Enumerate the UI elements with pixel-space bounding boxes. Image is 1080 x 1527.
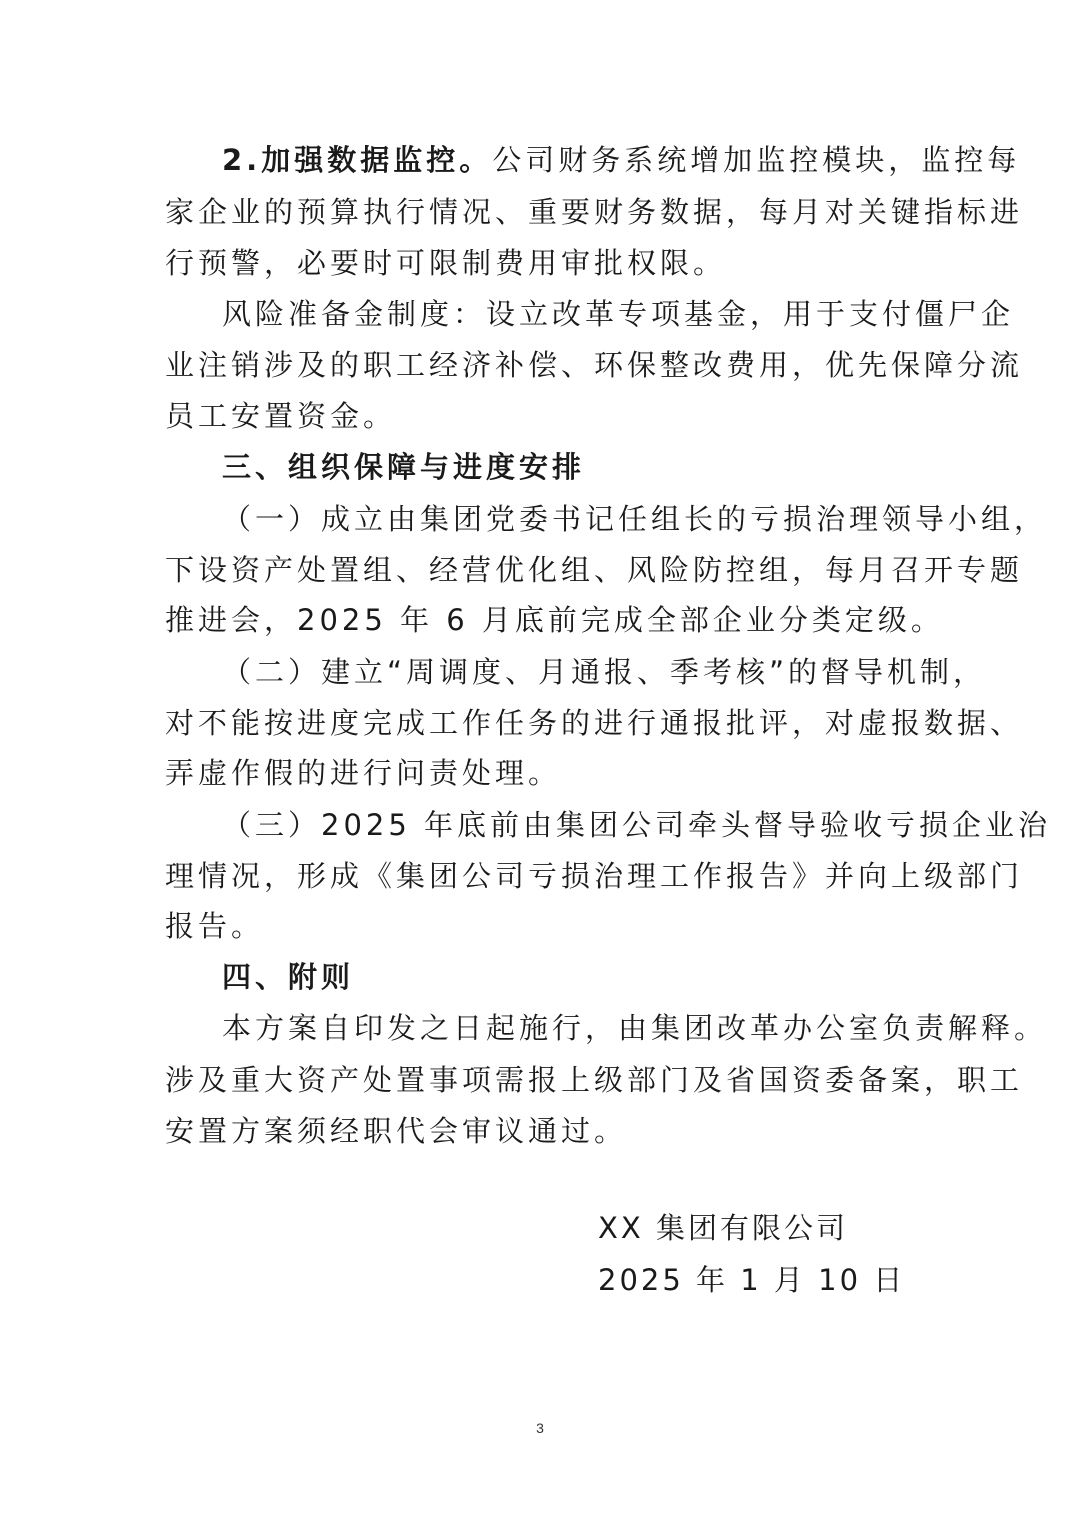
- paragraph-6-line-3: 安置方案须经职代会审议通过。: [165, 1114, 628, 1148]
- paragraph-6-line-1: 本方案自印发之日起施行，由集团改革办公室负责解释。: [222, 1011, 1048, 1045]
- signature-company: XX 集团有限公司: [598, 1211, 848, 1245]
- paragraph-3-line-3: 推进会，2025 年 6 月底前完成全部企业分类定级。: [165, 603, 944, 637]
- paragraph-3-line-2: 下设资产处置组、经营优化组、风险防控组，每月召开专题: [165, 553, 1024, 587]
- paragraph-4-line-3: 弄虚作假的进行问责处理。: [165, 756, 562, 790]
- paragraph-1-text: 公司财务系统增加监控模块，监控每: [492, 143, 1021, 177]
- paragraph-2-line-2: 业注销涉及的职工经济补偿、环保整改费用，优先保障分流: [165, 348, 1024, 382]
- paragraph-1-line-2: 家企业的预算执行情况、重要财务数据，每月对关键指标进: [165, 195, 1024, 229]
- section-heading-4: 四、附则: [222, 960, 355, 994]
- paragraph-4-line-1: （二）建立“周调度、月通报、季考核”的督导机制，: [222, 655, 987, 689]
- paragraph-1-line-3: 行预警，必要时可限制费用审批权限。: [165, 246, 727, 280]
- paragraph-5-line-2: 理情况，形成《集团公司亏损治理工作报告》并向上级部门: [165, 859, 1024, 893]
- section-heading-3: 三、组织保障与进度安排: [222, 450, 586, 484]
- paragraph-2-line-3: 员工安置资金。: [165, 399, 397, 433]
- page-number: 3: [536, 1420, 544, 1436]
- paragraph-2-line-1: 风险准备金制度：设立改革专项基金，用于支付僵尸企: [222, 297, 1015, 331]
- signature-date: 2025 年 1 月 10 日: [598, 1263, 906, 1297]
- paragraph-6-line-2: 涉及重大资产处置事项需报上级部门及省国资委备案，职工: [165, 1063, 1024, 1097]
- paragraph-1-line-1: [222, 140, 1020, 180]
- paragraph-1-heading: 2.加强数据监控。: [222, 143, 493, 177]
- paragraph-3-line-1: （一）成立由集团党委书记任组长的亏损治理领导小组，: [222, 502, 1048, 536]
- paragraph-5-line-3: 报告。: [165, 909, 265, 943]
- paragraph-4-line-2: 对不能按进度完成工作任务的进行通报批评，对虚报数据、: [165, 706, 1024, 740]
- paragraph-5-line-1: （三）2025 年底前由集团公司牵头督导验收亏损企业治: [222, 808, 1052, 842]
